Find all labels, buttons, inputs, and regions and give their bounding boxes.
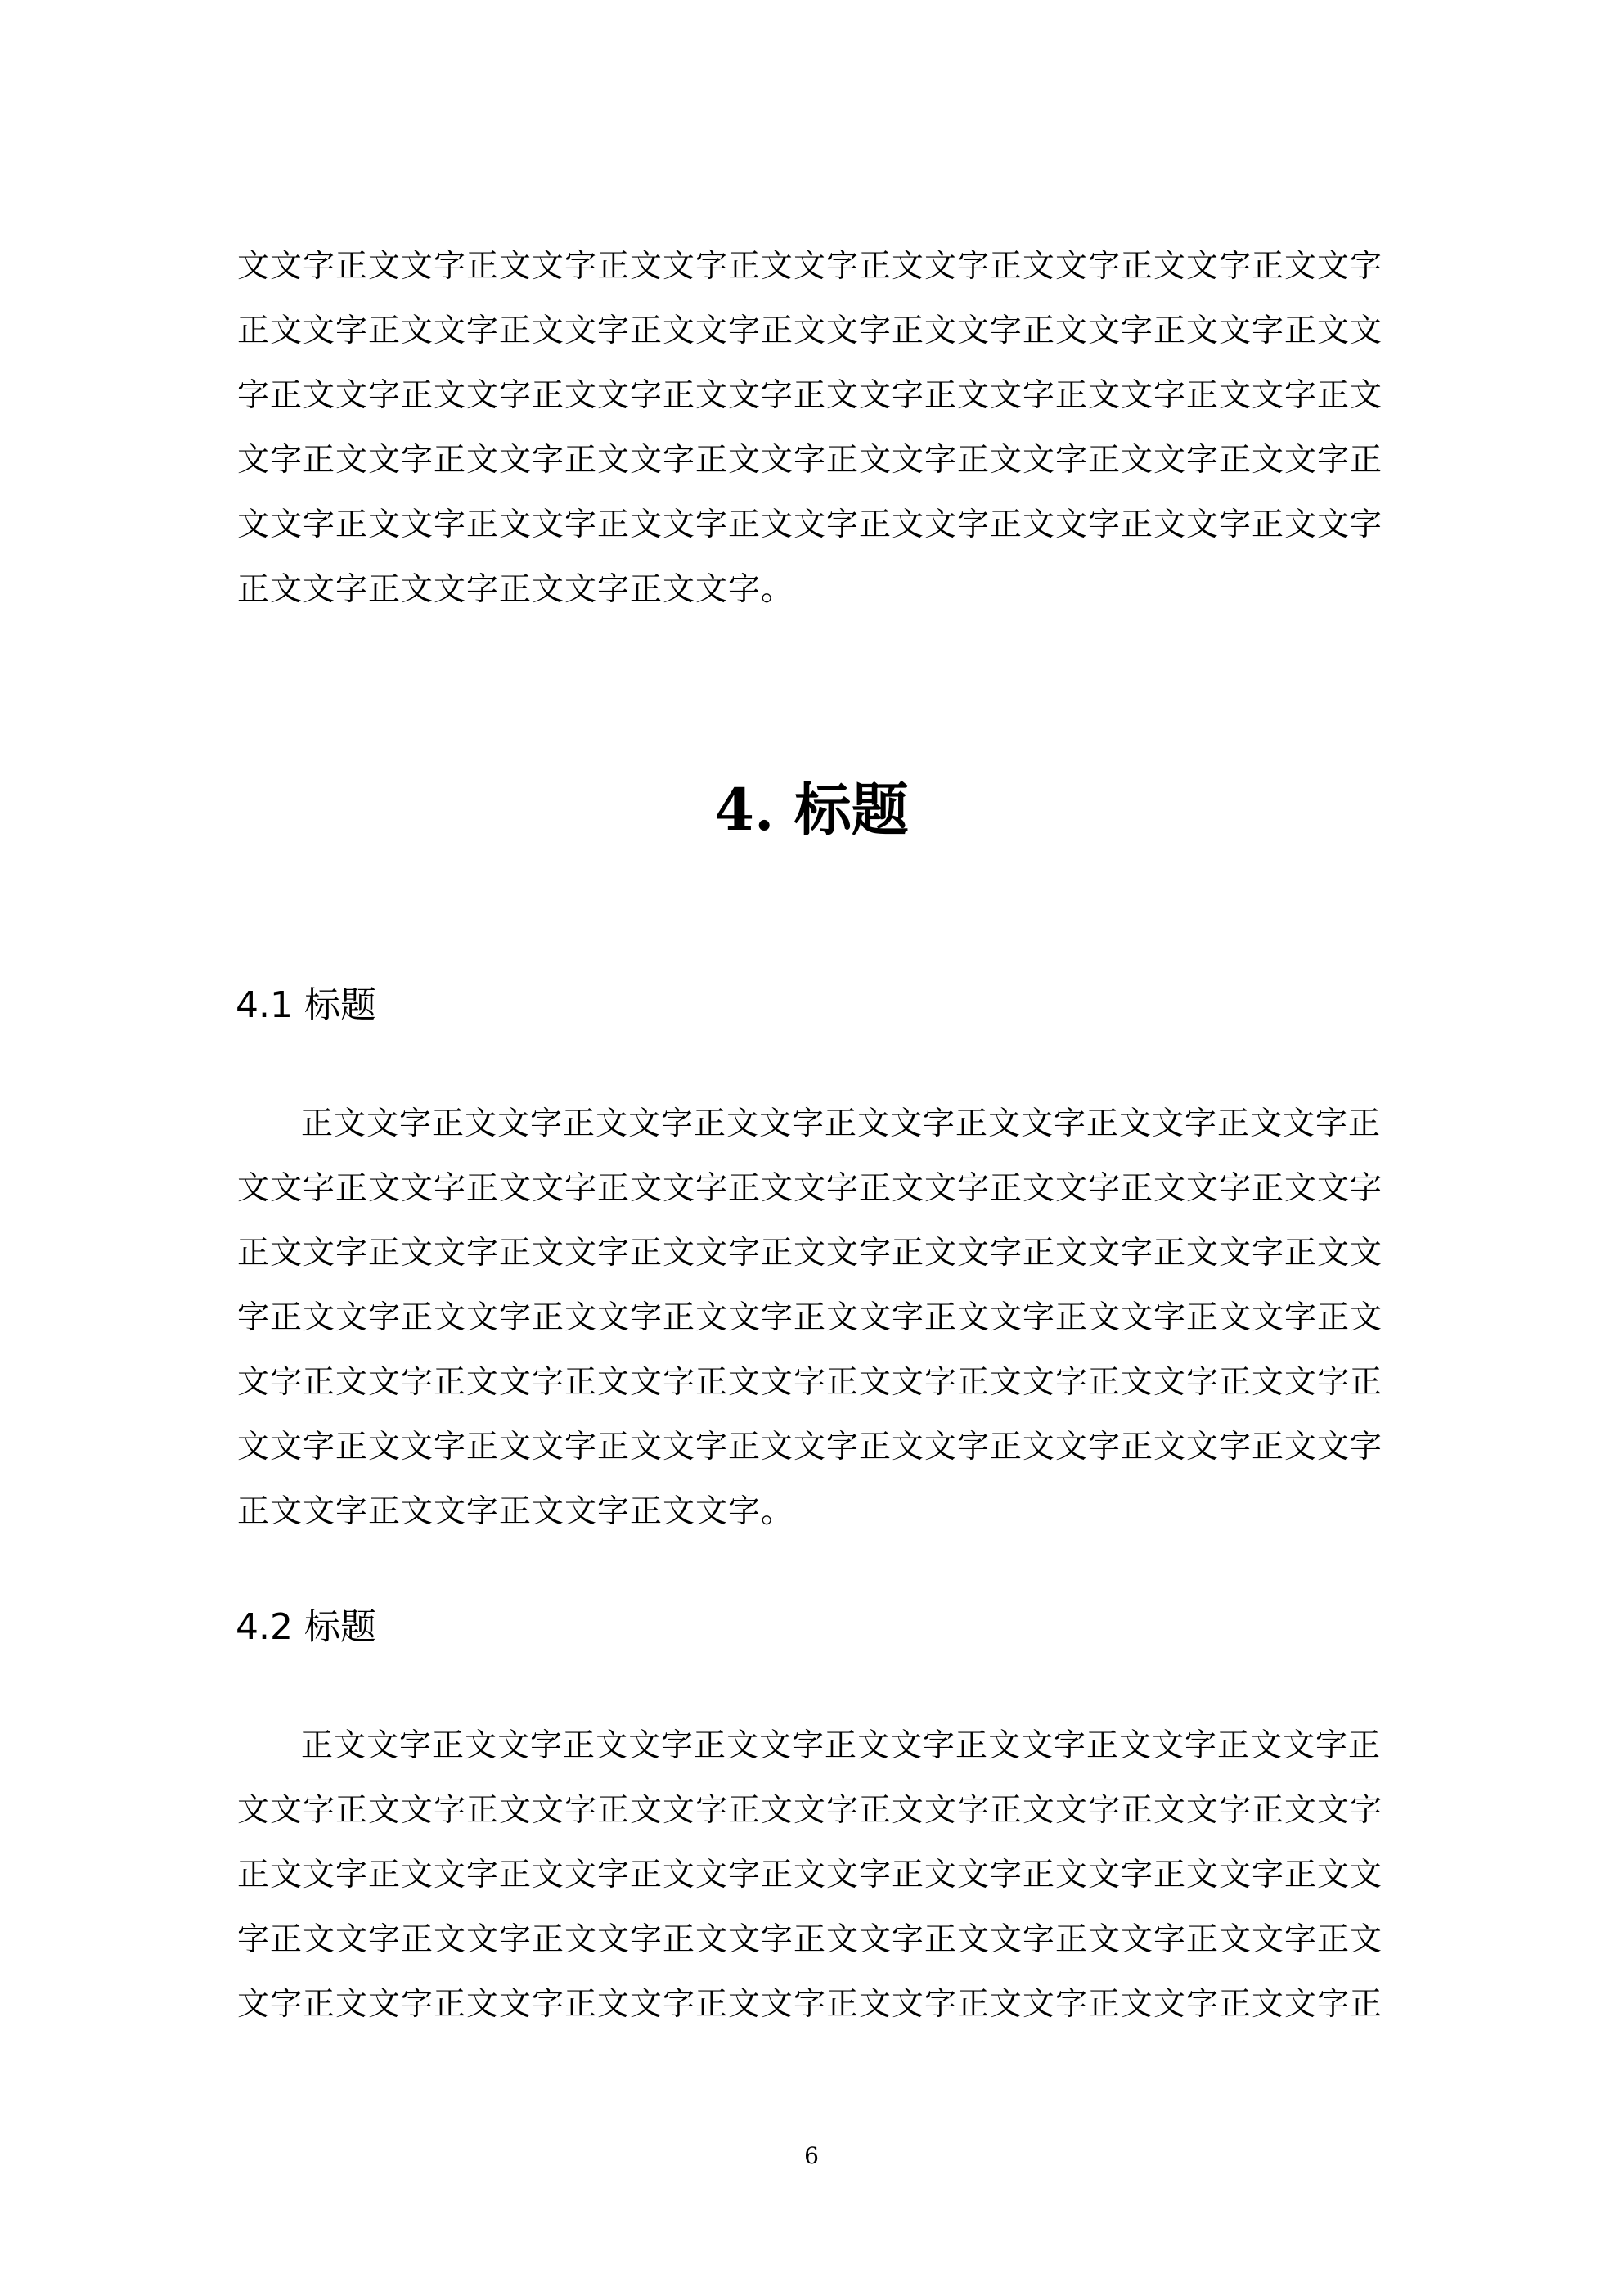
- paragraph-line: 字正文文字正文文字正文文字正文文字正文文字正文文字正文文字正文文字正文: [237, 377, 1383, 414]
- page-number: 6: [804, 2142, 819, 2169]
- paragraph-line: 文文字正文文字正文文字正文文字正文文字正文文字正文文字正文文字正文文字: [237, 1170, 1383, 1207]
- paragraph-line: 文字正文文字正文文字正文文字正文文字正文文字正文文字正文文字正文文字正: [237, 1364, 1383, 1401]
- paragraph-line: 正文文字正文文字正文文字正文文字正文文字正文文字正文文字正文文字正文文: [237, 1235, 1383, 1272]
- paragraph-line: 字正文文字正文文字正文文字正文文字正文文字正文文字正文文字正文文字正文: [237, 1921, 1383, 1958]
- paragraph-line: 文文字正文文字正文文字正文文字正文文字正文文字正文文字正文文字正文文字: [237, 248, 1383, 285]
- paragraph-line: 正文文字正文文字正文文字正文文字正文文字正文文字正文文字正文文字正文文: [237, 1857, 1383, 1893]
- paragraph-line: 字正文文字正文文字正文文字正文文字正文文字正文文字正文文字正文文字正文: [237, 1299, 1383, 1336]
- paragraph-line: 正文文字正文文字正文文字正文文字。: [237, 1493, 794, 1530]
- paragraph-line: 正文文字正文文字正文文字正文文字正文文字正文文字正文文字正文文字正文文: [237, 313, 1383, 349]
- paragraph-line: 文字正文文字正文文字正文文字正文文字正文文字正文文字正文文字正文文字正: [237, 442, 1383, 479]
- chapter-title: 4. 标题: [714, 776, 909, 844]
- paragraph-line: 正文文字正文文字正文文字正文文字。: [237, 571, 794, 608]
- paragraph-line: 文字正文文字正文文字正文文字正文文字正文文字正文文字正文文字正文文字正: [237, 1986, 1383, 2023]
- paragraph-line: 文文字正文文字正文文字正文文字正文文字正文文字正文文字正文文字正文文字: [237, 506, 1383, 543]
- paragraph-line: 文文字正文文字正文文字正文文字正文文字正文文字正文文字正文文字正文文字: [237, 1792, 1383, 1829]
- section-heading-4-1: 4.1 标题: [236, 984, 376, 1026]
- paragraph-line: 正文文字正文文字正文文字正文文字正文文字正文文字正文文字正文文字正: [301, 1727, 1382, 1764]
- paragraph-line: 正文文字正文文字正文文字正文文字正文文字正文文字正文文字正文文字正: [301, 1105, 1382, 1142]
- paragraph-line: 文文字正文文字正文文字正文文字正文文字正文文字正文文字正文文字正文文字: [237, 1429, 1383, 1465]
- section-heading-4-2: 4.2 标题: [236, 1606, 376, 1648]
